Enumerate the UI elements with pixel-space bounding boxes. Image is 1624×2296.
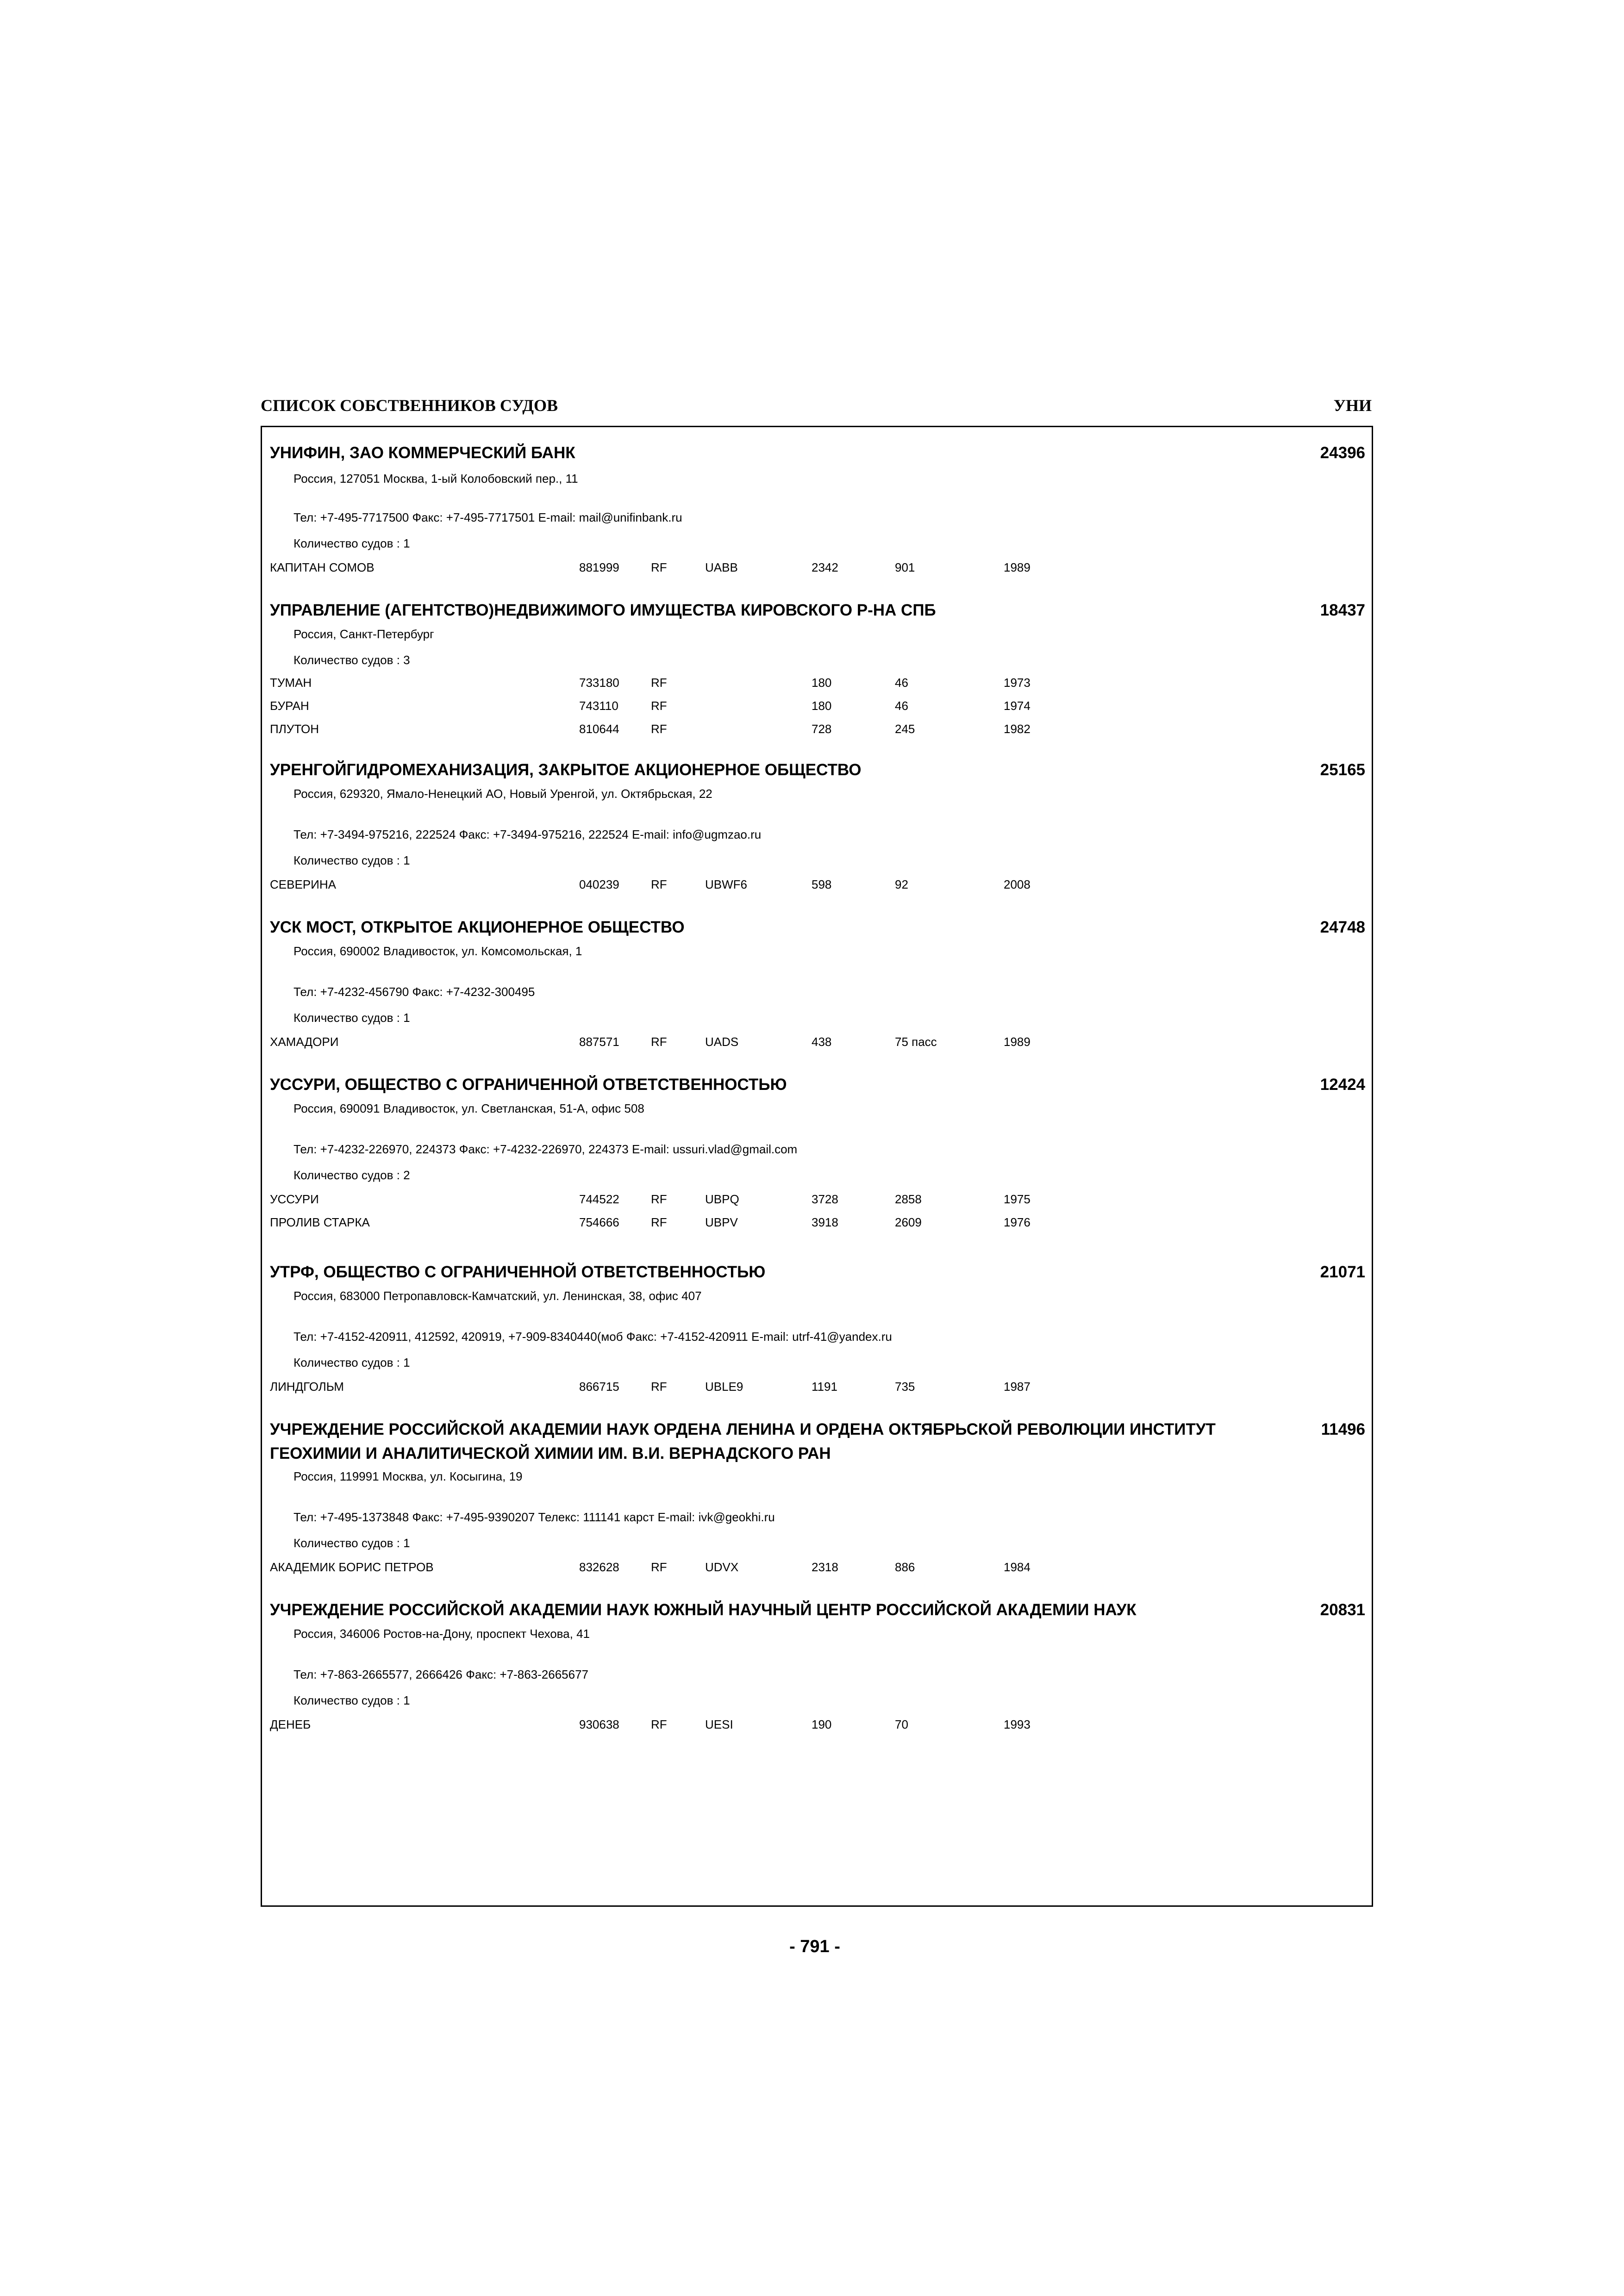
vessel-callsign: UDVX	[705, 1560, 739, 1574]
vessel-count: Количество судов : 1	[294, 1536, 410, 1550]
vessel-reg: 810644	[579, 722, 619, 736]
vessel-name: ХАМАДОРИ	[270, 1035, 339, 1049]
vessel-gt: 190	[812, 1717, 832, 1731]
vessel-flag: RF	[651, 1717, 667, 1731]
vessel-flag: RF	[651, 560, 667, 574]
vessel-name: УССУРИ	[270, 1192, 319, 1206]
owner-name: УЧРЕЖДЕНИЕ РОССИЙСКОЙ АКАДЕМИИ НАУК ОРДЕНА ЛЕНИНА И ОРДЕНА ОКТЯБРЬСКОЙ РЕВОЛЮЦИИ ИНСТИТУТ ГЕОХИМИИ И АНАЛИТИЧЕСКОЙ ХИМИИ ИМ. В.И. ВЕРНАДСКОГО РАН	[270, 1420, 1216, 1462]
vessel-callsign: UADS	[705, 1035, 739, 1049]
vessel-reg: 832628	[579, 1560, 619, 1574]
vessel-flag: RF	[651, 1380, 667, 1394]
vessel-count: Количество судов : 3	[294, 653, 410, 667]
vessel-gt: 180	[812, 699, 832, 713]
vessel-year: 1989	[1004, 1035, 1031, 1049]
owner-address: Россия, 127051 Москва, 1-ый Колобовский пер., 11	[294, 472, 578, 485]
owner-address: Россия, 683000 Петропавловск-Камчатский, ул. Ленинская, 38, офис 407	[294, 1289, 702, 1303]
owner-id: 24748	[1320, 918, 1365, 936]
owner-name: УПРАВЛЕНИЕ (АГЕНТСТВО)НЕДВИЖИМОГО ИМУЩЕСТВА КИРОВСКОГО Р-НА СПБ	[270, 601, 936, 619]
vessel-row	[270, 1377, 1103, 1396]
vessel-name: КАПИТАН СОМОВ	[270, 560, 375, 574]
vessel-gt: 2342	[812, 560, 838, 574]
owner-contact: Тел: +7-495-1373848 Факс: +7-495-9390207 Телекс: 111141 карст E-mail: ivk@geokhi.ru	[294, 1510, 775, 1524]
vessel-callsign: UBWF6	[705, 877, 747, 891]
vessel-row	[270, 1715, 1103, 1734]
vessel-year: 1976	[1004, 1215, 1031, 1229]
owner-id: 18437	[1320, 601, 1365, 619]
vessel-reg: 743110	[579, 699, 618, 713]
vessel-row	[270, 1213, 1103, 1232]
vessel-count: Количество судов : 1	[294, 853, 410, 867]
owner-address: Россия, 346006 Ростов-на-Дону, проспект Чехова, 41	[294, 1627, 590, 1641]
owner-address: Россия, 690091 Владивосток, ул. Светланская, 51-А, офис 508	[294, 1101, 644, 1115]
owner-name: УРЕНГОЙГИДРОМЕХАНИЗАЦИЯ, ЗАКРЫТОЕ АКЦИОНЕРНОЕ ОБЩЕСТВО	[270, 761, 862, 779]
vessel-reg: 930638	[579, 1717, 619, 1731]
vessel-gt: 3728	[812, 1192, 838, 1206]
vessel-dwt: 886	[895, 1560, 915, 1574]
vessel-flag: RF	[651, 1560, 667, 1574]
vessel-year: 1987	[1004, 1380, 1031, 1394]
vessel-reg: 866715	[579, 1380, 619, 1394]
vessel-reg: 887571	[579, 1035, 619, 1049]
vessel-year: 1989	[1004, 560, 1031, 574]
vessel-row	[270, 1033, 1103, 1051]
owner-address: Россия, 119991 Москва, ул. Косыгина, 19	[294, 1469, 523, 1483]
vessel-name: ПЛУТОН	[270, 722, 319, 736]
vessel-year: 2008	[1004, 877, 1031, 891]
vessel-reg: 754666	[579, 1215, 619, 1229]
vessel-year: 1975	[1004, 1192, 1031, 1206]
vessel-flag: RF	[651, 676, 667, 690]
owners-list	[261, 426, 1373, 1907]
owner-address: Россия, 629320, Ямало-Ненецкий АО, Новый Уренгой, ул. Октябрьская, 22	[294, 787, 712, 801]
index-label: УНИ	[1333, 396, 1372, 415]
vessel-year: 1993	[1004, 1717, 1031, 1731]
page-header	[261, 396, 1372, 419]
owner-contact: Тел: +7-495-7717500 Факс: +7-495-7717501 E-mail: mail@unifinbank.ru	[294, 510, 682, 524]
owner-id: 25165	[1320, 761, 1365, 779]
vessel-name: АКАДЕМИК БОРИС ПЕТРОВ	[270, 1560, 434, 1574]
vessel-callsign: UBLE9	[705, 1380, 743, 1394]
vessel-count: Количество судов : 1	[294, 1356, 410, 1369]
vessel-callsign: UABB	[705, 560, 738, 574]
page-number: - 791 -	[789, 1937, 840, 1956]
owner-id: 24396	[1320, 444, 1365, 462]
owner-id: 11496	[1321, 1420, 1365, 1438]
vessel-name: СЕВЕРИНА	[270, 877, 336, 891]
owner-contact: Тел: +7-4232-226970, 224373 Факс: +7-4232-226970, 224373 E-mail: ussuri.vlad@gmail.com	[294, 1142, 798, 1156]
vessel-reg: 881999	[579, 560, 619, 574]
vessel-flag: RF	[651, 1035, 667, 1049]
owner-name: УЧРЕЖДЕНИЕ РОССИЙСКОЙ АКАДЕМИИ НАУК ЮЖНЫЙ НАУЧНЫЙ ЦЕНТР РОССИЙСКОЙ АКАДЕМИИ НАУК	[270, 1601, 1137, 1619]
section-title: СПИСОК СОБСТВЕННИКОВ СУДОВ	[261, 396, 558, 415]
owner-contact: Тел: +7-863-2665577, 2666426 Факс: +7-863-2665677	[294, 1668, 588, 1681]
vessel-year: 1974	[1004, 699, 1031, 713]
vessel-name: ПРОЛИВ СТАРКА	[270, 1215, 370, 1229]
vessel-count: Количество судов : 1	[294, 1011, 410, 1025]
vessel-dwt: 75 пасс	[895, 1035, 937, 1049]
vessel-flag: RF	[651, 699, 667, 713]
vessel-dwt: 70	[895, 1717, 908, 1731]
vessel-reg: 733180	[579, 676, 619, 690]
vessel-gt: 728	[812, 722, 832, 736]
vessel-row	[270, 1558, 1103, 1576]
vessel-reg: 744522	[579, 1192, 619, 1206]
vessel-row	[270, 673, 1103, 692]
vessel-name: БУРАН	[270, 699, 309, 713]
owner-name: УНИФИН, ЗАО КОММЕРЧЕСКИЙ БАНК	[270, 444, 575, 462]
vessel-dwt: 735	[895, 1380, 915, 1394]
vessel-dwt: 46	[895, 676, 908, 690]
vessel-name: ДЕНЕБ	[270, 1717, 311, 1731]
vessel-callsign: UBPV	[705, 1215, 738, 1229]
vessel-row	[270, 875, 1103, 894]
vessel-row	[270, 1190, 1103, 1208]
vessel-gt: 438	[812, 1035, 832, 1049]
owner-name: УСК МОСТ, ОТКРЫТОЕ АКЦИОНЕРНОЕ ОБЩЕСТВО	[270, 918, 685, 936]
vessel-year: 1973	[1004, 676, 1031, 690]
vessel-reg: 040239	[579, 877, 619, 891]
vessel-gt: 3918	[812, 1215, 838, 1229]
owner-name: УССУРИ, ОБЩЕСТВО С ОГРАНИЧЕННОЙ ОТВЕТСТВЕННОСТЬЮ	[270, 1076, 787, 1094]
vessel-dwt: 901	[895, 560, 915, 574]
vessel-row	[270, 558, 1103, 577]
vessel-name: ТУМАН	[270, 676, 312, 690]
vessel-gt: 598	[812, 877, 832, 891]
vessel-gt: 1191	[812, 1380, 837, 1394]
vessel-dwt: 245	[895, 722, 915, 736]
owner-name: УТРФ, ОБЩЕСТВО С ОГРАНИЧЕННОЙ ОТВЕТСТВЕННОСТЬЮ	[270, 1263, 766, 1281]
vessel-count: Количество судов : 1	[294, 1693, 410, 1707]
owner-id: 21071	[1320, 1263, 1365, 1281]
vessel-dwt: 2609	[895, 1215, 922, 1229]
vessel-flag: RF	[651, 877, 667, 891]
vessel-count: Количество судов : 1	[294, 536, 410, 550]
vessel-row	[270, 720, 1103, 738]
owner-contact: Тел: +7-3494-975216, 222524 Факс: +7-3494-975216, 222524 E-mail: info@ugmzao.ru	[294, 828, 762, 841]
vessel-name: ЛИНДГОЛЬМ	[270, 1380, 344, 1394]
vessel-flag: RF	[651, 1215, 667, 1229]
vessel-year: 1982	[1004, 722, 1031, 736]
vessel-callsign: UESI	[705, 1717, 733, 1731]
vessel-flag: RF	[651, 722, 667, 736]
owner-id: 20831	[1320, 1601, 1365, 1619]
vessel-dwt: 46	[895, 699, 908, 713]
vessel-year: 1984	[1004, 1560, 1031, 1574]
owner-address: Россия, Санкт-Петербург	[294, 627, 434, 641]
vessel-callsign: UBPQ	[705, 1192, 739, 1206]
owner-id: 12424	[1320, 1076, 1365, 1094]
vessel-row	[270, 697, 1103, 715]
vessel-flag: RF	[651, 1192, 667, 1206]
owner-address: Россия, 690002 Владивосток, ул. Комсомольская, 1	[294, 944, 582, 958]
vessel-gt: 180	[812, 676, 832, 690]
vessel-count: Количество судов : 2	[294, 1168, 410, 1182]
vessel-dwt: 2858	[895, 1192, 922, 1206]
vessel-gt: 2318	[812, 1560, 838, 1574]
owner-contact: Тел: +7-4232-456790 Факс: +7-4232-300495	[294, 985, 535, 999]
owner-contact: Тел: +7-4152-420911, 412592, 420919, +7-909-8340440(моб Факс: +7-4152-420911 E-mail: utrf-41@yandex.ru	[294, 1330, 892, 1344]
vessel-dwt: 92	[895, 877, 908, 891]
